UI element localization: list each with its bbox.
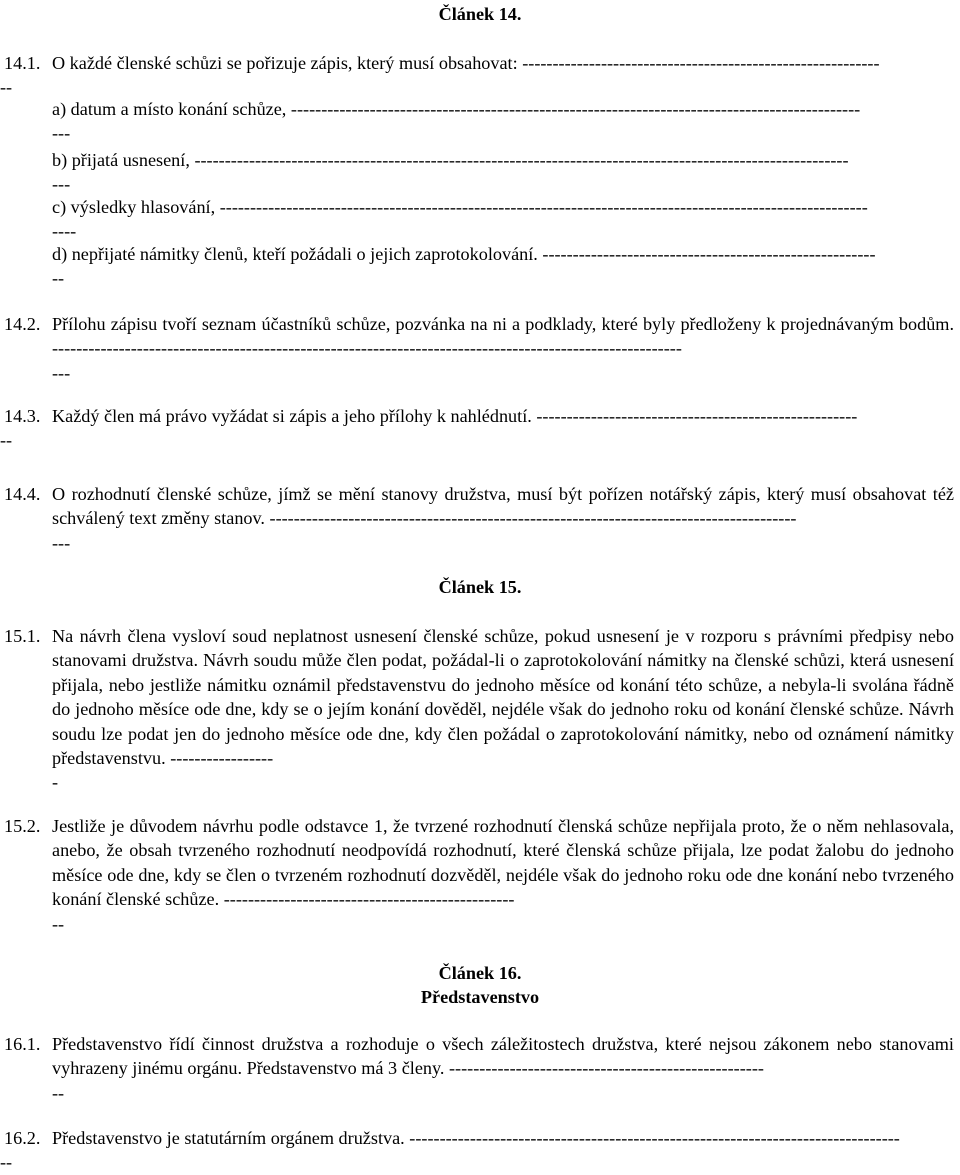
paragraph-14-1 xyxy=(0,51,954,100)
paragraph-number: 14.2. xyxy=(4,314,41,334)
list-item-c xyxy=(52,195,954,244)
list-item-text: b) přijatá usnesení, xyxy=(52,150,190,170)
list-item-text: d) nepřijaté námitky členů, kteří požádali o jejich zaprotokolování. xyxy=(52,244,538,264)
dash-fill-tail: -- xyxy=(0,1152,13,1173)
paragraph-14-3 xyxy=(0,404,954,453)
paragraph-number: 16.1. xyxy=(4,1034,41,1054)
dash-fill: ---------------------------------------------------- xyxy=(449,1058,764,1079)
paragraph-text: Na návrh člena vysloví soud neplatnost usnesení členské schůze, pokud usnesení je v rozporu s právními předpisy nebo stanovami družstva. Návrh soudu může člen podat, požádal-li o zaprotokolování námitky na členské schůzi, která usnesení přijala, nebo jestliže námitku oznámil představenstvu do jednoho měsíce od konání této schůze, a nebyla-li svolána řádně do jednoho měsíce ode dne, kdy se o jejím konání dověděl, nejdéle však do jednoho roku od konání členské schůze. Návrh soudu lze podat jen do jednoho měsíce ode dne, kdy člen požádal o zaprotokolování námitky, nebo od oznámení námitky představenstvu. xyxy=(52,626,954,769)
paragraph-14-2 xyxy=(4,312,954,385)
paragraph-number: 14.1. xyxy=(4,53,41,73)
dash-fill-tail: -- xyxy=(52,268,65,289)
paragraph-text: O rozhodnutí členské schůze, jímž se mění stanovy družstva, musí být pořízen notářský zápis, který musí obsahovat též schválený text změny stanov. xyxy=(52,484,954,529)
dash-fill-tail: --- xyxy=(52,532,71,553)
list-item-d xyxy=(52,242,954,291)
paragraph-text: Představenstvo řídí činnost družstva a rozhoduje o všech záležitostech družstva, které nejsou zákonem nebo stanovami vyhrazeny jinému orgánu. Představenstvo má 3 členy. xyxy=(52,1034,954,1079)
paragraph-15-2 xyxy=(4,814,954,936)
paragraph-number: 15.2. xyxy=(4,816,41,836)
article-14-heading: Článek 14. xyxy=(438,4,522,24)
dash-fill-tail: -- xyxy=(52,913,65,934)
list-item-a xyxy=(52,97,954,146)
paragraph-text: O každé členské schůzi se pořizuje zápis, který musí obsahovat: xyxy=(52,53,518,73)
paragraph-number: 15.1. xyxy=(4,626,41,646)
dash-fill: --------------------------------------------------------------------------------- xyxy=(409,1128,900,1148)
dash-fill-tail: -- xyxy=(0,430,13,451)
dash-fill: ----------------------------------------------------------- xyxy=(522,53,880,73)
dash-fill-tail: - xyxy=(52,772,59,793)
dash-fill: ------------------------------------------------ xyxy=(223,889,515,910)
dash-fill-tail: --- xyxy=(52,362,71,383)
paragraph-text: Přílohu zápisu tvoří seznam účastníků schůze, pozvánka na ni a podklady, které byly předloženy k projednávaným bodům. xyxy=(52,314,954,334)
dash-fill-tail: -- xyxy=(52,1082,65,1103)
paragraph-14-4 xyxy=(4,482,954,555)
dash-fill: ----------------------------------------------------------------------------------------------------------- xyxy=(219,197,868,217)
dash-fill: ----------------- xyxy=(170,748,274,769)
paragraph-15-1 xyxy=(4,624,954,795)
paragraph-number: 16.2. xyxy=(4,1128,41,1148)
paragraph-number: 14.4. xyxy=(4,484,41,504)
dash-fill: ------------------------------------------------------------------------------------------------------------ xyxy=(194,150,849,170)
list-item-text: a) datum a místo konání schůze, xyxy=(52,99,287,119)
article-16-subheading: Představenstvo xyxy=(420,987,540,1007)
paragraph-number: 14.3. xyxy=(4,406,41,426)
dash-fill-tail: --- xyxy=(52,123,71,144)
dash-fill: ------------------------------------------------------- xyxy=(542,244,876,264)
dash-fill: -------------------------------------------------------------------------------------------------------- xyxy=(52,338,682,359)
article-15-heading: Článek 15. xyxy=(438,577,522,597)
dash-fill: ----------------------------------------------------- xyxy=(536,406,858,426)
paragraph-text: Představenstvo je statutárním orgánem družstva. xyxy=(52,1128,405,1148)
paragraph-16-1 xyxy=(4,1032,954,1105)
dash-fill: ---------------------------------------------------------------------------------------------- xyxy=(290,99,861,119)
paragraph-text: Jestliže je důvodem návrhu podle odstavce 1, že tvrzené rozhodnutí členská schůze nepřijala proto, že o něm nehlasovala, anebo, že obsah tvrzeného rozhodnutí neodpovídá rozhodnutí, které členská schůze přijala, lze podat žalobu do jednoho měsíce ode dne, kdy se člen o tvrzeném rozhodnutí dozvěděl, nejdéle však do jednoho roku ode dne konání nebo tvrzeného konání členské schůze. xyxy=(52,816,954,910)
paragraph-16-2 xyxy=(0,1126,954,1175)
dash-fill: --------------------------------------------------------------------------------------- xyxy=(269,508,797,529)
dash-fill-tail: -- xyxy=(0,77,13,98)
dash-fill-tail: ---- xyxy=(52,221,77,242)
list-item-text: c) výsledky hlasování, xyxy=(52,197,216,217)
list-item-b xyxy=(52,148,954,197)
dash-fill-tail: --- xyxy=(52,174,71,195)
paragraph-text: Každý člen má právo vyžádat si zápis a jeho přílohy k nahlédnutí. xyxy=(52,406,532,426)
article-16-heading: Článek 16. xyxy=(438,963,522,983)
